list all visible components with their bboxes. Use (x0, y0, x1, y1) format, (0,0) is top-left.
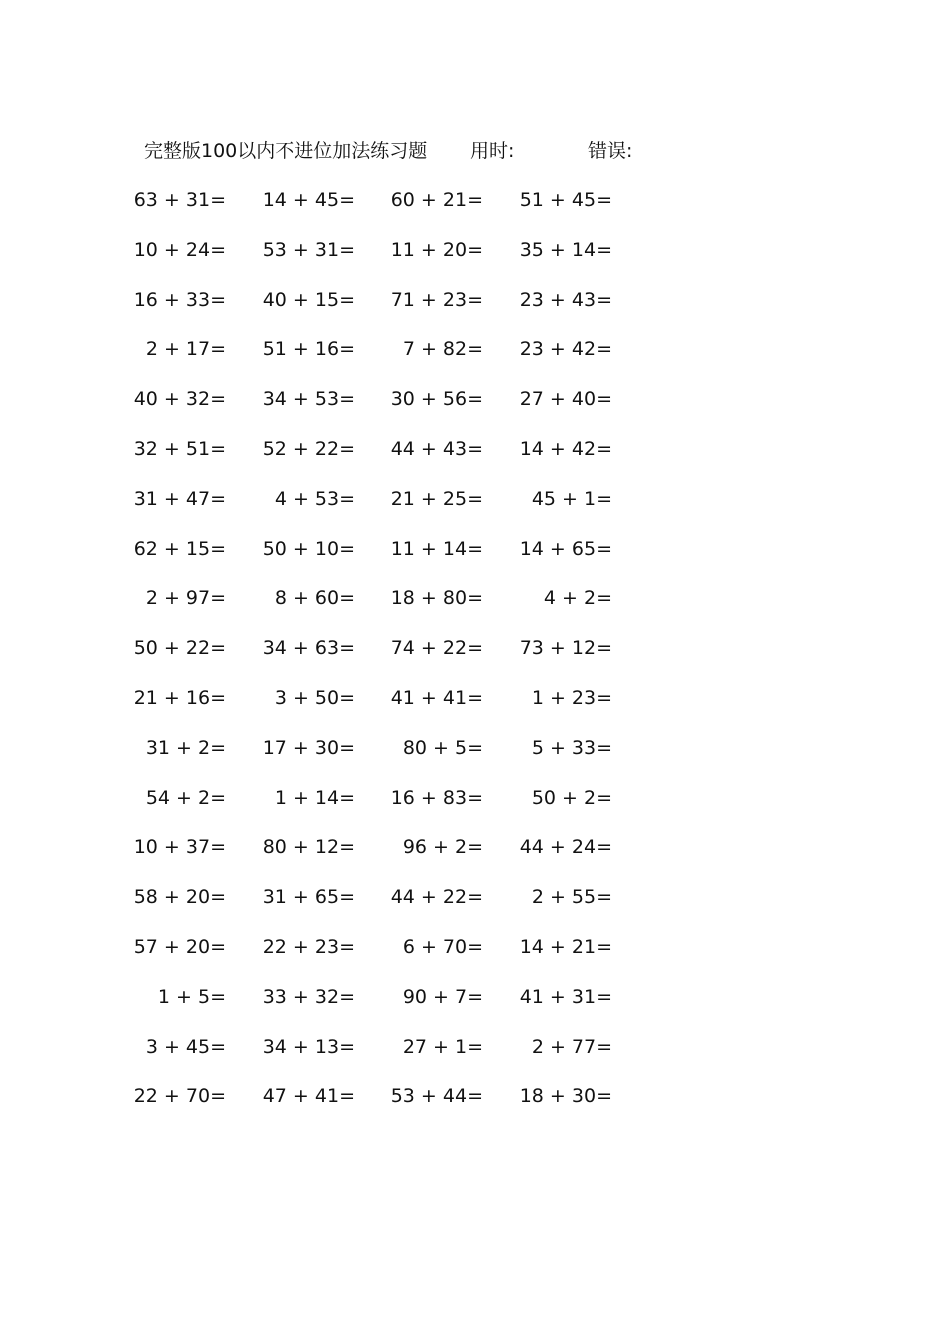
addition-problem: 96 + 2= (402, 836, 483, 859)
problem-row (0, 983, 950, 1033)
addition-problem: 50 + 22= (133, 637, 226, 660)
addition-problem: 34 + 13= (262, 1035, 355, 1058)
addition-problem: 80 + 12= (262, 836, 355, 859)
addition-problem: 23 + 42= (519, 338, 612, 361)
problem-row (0, 385, 950, 435)
addition-problem: 18 + 80= (390, 587, 483, 610)
addition-problem: 53 + 44= (390, 1085, 483, 1108)
addition-problem: 14 + 65= (519, 537, 612, 560)
addition-problem: 52 + 22= (262, 437, 355, 460)
problem-row (0, 584, 950, 634)
addition-problem: 3 + 50= (274, 686, 355, 709)
addition-problem: 51 + 45= (519, 189, 612, 211)
problem-row (0, 784, 950, 834)
addition-problem: 4 + 2= (543, 587, 612, 610)
addition-problem: 51 + 16= (262, 338, 355, 361)
addition-problem: 11 + 14= (390, 537, 483, 560)
error-label: 错误: (588, 140, 633, 162)
addition-problem: 35 + 14= (519, 238, 612, 261)
addition-problem: 16 + 33= (133, 288, 226, 311)
addition-problem: 80 + 5= (402, 736, 483, 759)
addition-problem: 27 + 1= (402, 1035, 483, 1058)
addition-problem: 6 + 70= (402, 935, 483, 958)
addition-problem: 71 + 23= (390, 288, 483, 311)
addition-problem: 60 + 21= (390, 189, 483, 211)
addition-problem: 2 + 17= (145, 338, 226, 361)
addition-problem: 44 + 43= (390, 437, 483, 460)
addition-problem: 53 + 31= (262, 238, 355, 261)
problem-row (0, 236, 950, 286)
addition-problem: 27 + 40= (519, 388, 612, 411)
addition-problem: 1 + 5= (157, 985, 226, 1008)
problem-grid (0, 186, 950, 1132)
addition-problem: 18 + 30= (519, 1085, 612, 1108)
addition-problem: 4 + 53= (274, 487, 355, 510)
addition-problem: 14 + 45= (262, 189, 355, 211)
problem-row (0, 335, 950, 385)
addition-problem: 14 + 42= (519, 437, 612, 460)
addition-problem: 22 + 70= (133, 1085, 226, 1108)
addition-problem: 73 + 12= (519, 637, 612, 660)
addition-problem: 44 + 24= (519, 836, 612, 859)
addition-problem: 40 + 32= (133, 388, 226, 411)
addition-problem: 21 + 25= (390, 487, 483, 510)
addition-problem: 62 + 15= (133, 537, 226, 560)
addition-problem: 34 + 63= (262, 637, 355, 660)
addition-problem: 32 + 51= (133, 437, 226, 460)
addition-problem: 31 + 2= (145, 736, 226, 759)
addition-problem: 16 + 83= (390, 786, 483, 809)
addition-problem: 50 + 2= (531, 786, 612, 809)
addition-problem: 3 + 45= (145, 1035, 226, 1058)
addition-problem: 50 + 10= (262, 537, 355, 560)
addition-problem: 40 + 15= (262, 288, 355, 311)
problem-row (0, 634, 950, 684)
problem-row (0, 684, 950, 734)
problem-row (0, 1082, 950, 1132)
problem-row (0, 933, 950, 983)
addition-problem: 8 + 60= (274, 587, 355, 610)
addition-problem: 41 + 31= (519, 985, 612, 1008)
addition-problem: 33 + 32= (262, 985, 355, 1008)
problem-row (0, 1033, 950, 1083)
problem-row (0, 734, 950, 784)
addition-problem: 44 + 22= (390, 886, 483, 909)
addition-problem: 2 + 97= (145, 587, 226, 610)
problem-row (0, 883, 950, 933)
addition-problem: 10 + 37= (133, 836, 226, 859)
addition-problem: 11 + 20= (390, 238, 483, 261)
addition-problem: 90 + 7= (402, 985, 483, 1008)
addition-problem: 21 + 16= (133, 686, 226, 709)
addition-problem: 14 + 21= (519, 935, 612, 958)
addition-problem: 63 + 31= (133, 189, 226, 211)
addition-problem: 30 + 56= (390, 388, 483, 411)
addition-problem: 47 + 41= (262, 1085, 355, 1108)
addition-problem: 34 + 53= (262, 388, 355, 411)
problem-row (0, 535, 950, 585)
addition-problem: 45 + 1= (531, 487, 612, 510)
addition-problem: 54 + 2= (145, 786, 226, 809)
problem-row (0, 186, 950, 236)
addition-problem: 2 + 55= (531, 886, 612, 909)
worksheet-title: 完整版100以内不进位加法练习题 (144, 140, 428, 162)
problem-row (0, 485, 950, 535)
problem-row (0, 833, 950, 883)
addition-problem: 31 + 65= (262, 886, 355, 909)
addition-problem: 17 + 30= (262, 736, 355, 759)
time-label: 用时: (470, 140, 515, 162)
addition-problem: 74 + 22= (390, 637, 483, 660)
addition-problem: 57 + 20= (133, 935, 226, 958)
addition-problem: 58 + 20= (133, 886, 226, 909)
addition-problem: 1 + 14= (274, 786, 355, 809)
problem-row (0, 435, 950, 485)
addition-problem: 7 + 82= (402, 338, 483, 361)
addition-problem: 31 + 47= (133, 487, 226, 510)
addition-problem: 5 + 33= (531, 736, 612, 759)
problem-row (0, 286, 950, 336)
addition-problem: 23 + 43= (519, 288, 612, 311)
addition-problem: 41 + 41= (390, 686, 483, 709)
addition-problem: 1 + 23= (531, 686, 612, 709)
addition-problem: 2 + 77= (531, 1035, 612, 1058)
addition-problem: 22 + 23= (262, 935, 355, 958)
addition-problem: 10 + 24= (133, 238, 226, 261)
